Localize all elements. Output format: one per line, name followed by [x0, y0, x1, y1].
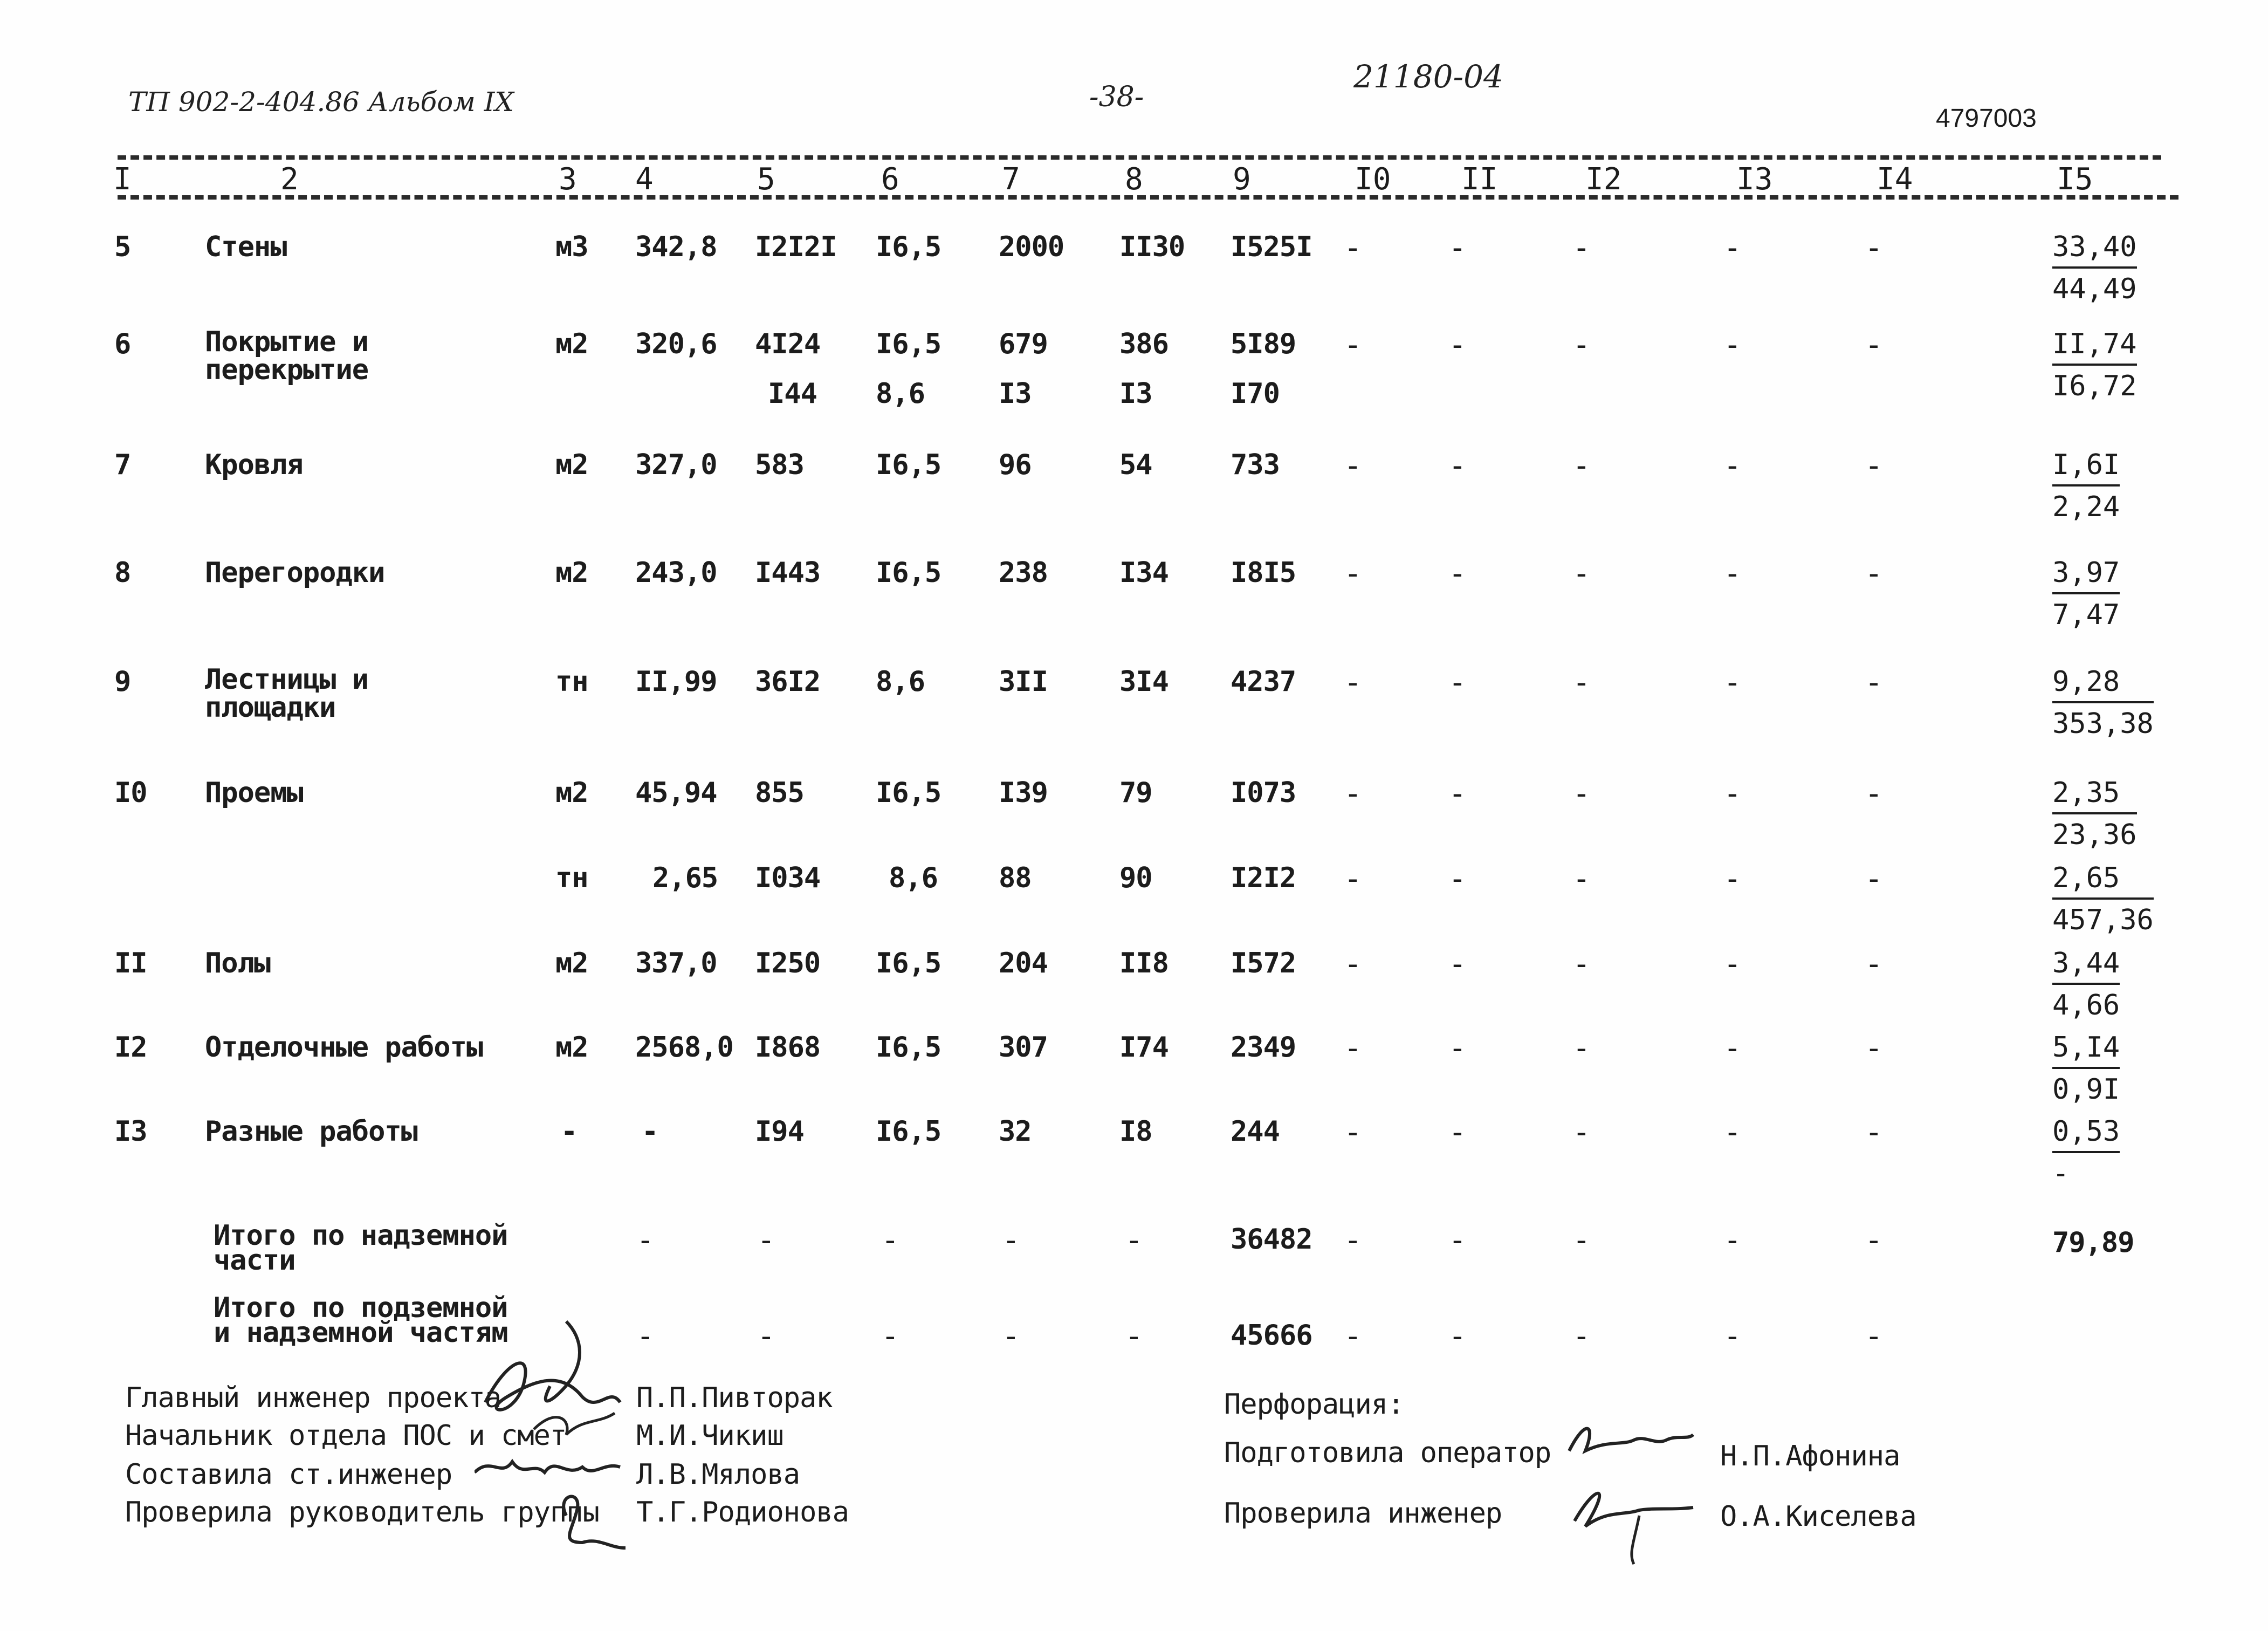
empty-cell-dash: -: [1865, 1223, 1883, 1258]
col-header-4: 4: [635, 162, 654, 197]
cell-quantity: 2568,0: [635, 1031, 733, 1064]
cell-col7: 204: [999, 947, 1048, 979]
total-label: [214, 1219, 508, 1277]
col-header-14: I4: [1877, 162, 1913, 197]
cell-col15-fraction: [2052, 557, 2120, 631]
empty-cell-dash: -: [1448, 230, 1467, 265]
cell-col8: I34: [1119, 557, 1169, 589]
handwritten-signatures-left: [475, 1316, 647, 1575]
cell-col9-sub: I70: [1231, 378, 1280, 410]
cell-col5: I443: [755, 557, 821, 589]
signatory-name: М.И.Чикиш: [636, 1420, 784, 1452]
empty-cell-dash: -: [1344, 1319, 1362, 1354]
empty-cell-dash: -: [1344, 776, 1362, 811]
col-header-12: I2: [1585, 162, 1622, 197]
col-header-8: 8: [1125, 162, 1143, 197]
empty-cell-dash: -: [1344, 230, 1362, 265]
empty-cell-dash: -: [1865, 947, 1883, 982]
empty-cell-dash: -: [1572, 556, 1591, 591]
unit: м2: [555, 777, 588, 809]
work-name: Кровля: [205, 449, 303, 481]
cell-col7: 88: [999, 862, 1032, 894]
signatory-role: Составила ст.инженер: [125, 1458, 452, 1491]
work-name: Отделочные работы: [205, 1031, 483, 1064]
empty-cell-dash: -: [1448, 448, 1467, 483]
cell-col7: 32: [999, 1115, 1032, 1148]
cell-col7: 3II: [999, 666, 1048, 698]
col-header-2: 2: [280, 162, 299, 197]
cell-col9: I8I5: [1231, 557, 1296, 589]
row-number: 8: [114, 557, 131, 589]
cell-col15-fraction: [2052, 862, 2154, 936]
fraction-denominator: 4,66: [2052, 989, 2120, 1022]
total-col15: 79,89: [2052, 1226, 2134, 1259]
work-name-line2: площадки: [205, 691, 336, 724]
prepared-name: Н.П.Афонина: [1720, 1440, 1900, 1472]
col-header-13: I3: [1736, 162, 1773, 197]
row-number: I2: [114, 1031, 147, 1064]
row-number: 9: [114, 666, 131, 698]
header-top-rule: [118, 155, 2161, 160]
empty-cell-dash: -: [1344, 1031, 1362, 1066]
empty-cell-dash: -: [1448, 665, 1467, 700]
total-label-line2: части: [214, 1244, 295, 1277]
header-bottom-rule: [118, 195, 2178, 200]
cell-col6-sub: 8,6: [876, 378, 925, 410]
fraction-numerator: 5,I4: [2052, 1031, 2120, 1069]
handwritten-signatures-right: [1553, 1413, 1704, 1570]
unit: м2: [555, 449, 588, 481]
cell-col7: 2000: [999, 231, 1064, 263]
empty-cell-dash: -: [1572, 1031, 1591, 1066]
empty-cell-dash: -: [636, 1319, 655, 1354]
cell-col8: 90: [1119, 862, 1152, 894]
fraction-numerator: 3,44: [2052, 947, 2120, 985]
cell-quantity: 243,0: [635, 557, 717, 589]
fraction-denominator: -: [2052, 1157, 2070, 1190]
signatory-role: Проверила руководитель группы: [125, 1496, 599, 1529]
cell-col5: I94: [755, 1115, 804, 1148]
cell-col15-fraction: [2052, 449, 2120, 523]
fraction-numerator: 0,53: [2052, 1115, 2120, 1153]
empty-cell-dash: -: [1002, 1223, 1020, 1258]
fraction-numerator: 33,40: [2052, 231, 2137, 269]
empty-cell-dash: -: [1448, 1115, 1467, 1150]
unit: м2: [555, 1031, 588, 1064]
fraction-numerator: I,6I: [2052, 449, 2120, 486]
cell-col6: I6,5: [876, 449, 941, 481]
cell-col6: I6,5: [876, 947, 941, 979]
cell-col15-fraction: [2052, 231, 2137, 305]
empty-cell-dash: -: [1572, 861, 1591, 896]
perforation-title: Перфорация:: [1224, 1388, 1404, 1421]
cell-col6: I6,5: [876, 1115, 941, 1148]
col-header-15: I5: [2057, 162, 2093, 197]
unit: м3: [555, 231, 588, 263]
empty-cell-dash: -: [1448, 776, 1467, 811]
cell-quantity: 342,8: [635, 231, 717, 263]
cell-col9: I525I: [1231, 231, 1312, 263]
cell-col9: 2349: [1231, 1031, 1296, 1064]
empty-cell-dash: -: [1723, 947, 1742, 982]
work-name: Разные работы: [205, 1115, 417, 1148]
empty-cell-dash: -: [1723, 1319, 1742, 1354]
signatory-name: Т.Г.Родионова: [636, 1496, 849, 1529]
row-number: 7: [114, 449, 131, 481]
signatory-name: П.П.Пивторак: [636, 1382, 833, 1414]
unit: м2: [555, 328, 588, 360]
cell-col5: I2I2I: [755, 231, 837, 263]
empty-cell-dash: -: [1572, 947, 1591, 982]
total-label-line2: и надземной частям: [214, 1317, 508, 1349]
fraction-denominator: 44,49: [2052, 273, 2137, 305]
empty-cell-dash: -: [881, 1319, 899, 1354]
empty-cell-dash: -: [1572, 327, 1591, 362]
empty-cell-dash: -: [1344, 448, 1362, 483]
empty-cell-dash: -: [1448, 1031, 1467, 1066]
col-header-10: I0: [1355, 162, 1391, 197]
empty-cell-dash: -: [1448, 1319, 1467, 1354]
archive-number: 4797003: [1936, 104, 2037, 133]
signatory-role: Начальник отдела ПОС и смет: [125, 1420, 567, 1452]
empty-cell-dash: -: [1448, 861, 1467, 896]
cell-col9: I073: [1231, 777, 1296, 809]
work-name: Стены: [205, 231, 287, 263]
cell-col7: I39: [999, 777, 1048, 809]
cell-col8: I8: [1119, 1115, 1152, 1148]
empty-cell-dash: -: [1002, 1319, 1020, 1354]
cell-col6: I6,5: [876, 557, 941, 589]
work-name-line1: Лестницы и: [205, 663, 369, 696]
empty-cell-dash: -: [1865, 230, 1883, 265]
cell-quantity: II,99: [635, 666, 717, 698]
cell-col9: 244: [1231, 1115, 1280, 1148]
signatory-name: Л.В.Мялова: [636, 1458, 800, 1491]
empty-cell-dash: -: [1344, 861, 1362, 896]
cell-quantity: 45,94: [635, 777, 717, 809]
work-name: [205, 328, 368, 384]
cell-col9: 4237: [1231, 666, 1296, 698]
unit: тн: [555, 862, 588, 894]
empty-cell-dash: -: [1723, 1031, 1742, 1066]
row-number: 5: [114, 231, 131, 263]
cell-col6: I6,5: [876, 328, 941, 360]
cell-col15-fraction: [2052, 777, 2137, 851]
cell-col9: I572: [1231, 947, 1296, 979]
empty-cell-dash: -: [1723, 1115, 1742, 1150]
total-col9: 36482: [1231, 1223, 1312, 1256]
cell-col8-sub: I3: [1119, 378, 1152, 410]
empty-cell-dash: -: [1723, 230, 1742, 265]
col-header-1: I: [113, 162, 132, 197]
empty-cell-dash: -: [1865, 1031, 1883, 1066]
page-number: -38-: [1089, 81, 1144, 113]
empty-cell-dash: -: [1723, 556, 1742, 591]
cell-col6: I6,5: [876, 231, 941, 263]
cell-col15-fraction: [2052, 1031, 2120, 1106]
empty-cell-dash: -: [1865, 327, 1883, 362]
empty-cell-dash: -: [1448, 327, 1467, 362]
cell-quantity: 320,6: [635, 328, 717, 360]
col-header-11: II: [1461, 162, 1498, 197]
unit: -: [561, 1115, 578, 1148]
cell-col8: 386: [1119, 328, 1169, 360]
empty-cell-dash: -: [1865, 1115, 1883, 1150]
cell-col5: I034: [755, 862, 821, 894]
fraction-denominator: I6,72: [2052, 370, 2137, 402]
empty-cell-dash: -: [757, 1319, 775, 1354]
empty-cell-dash: -: [1125, 1223, 1143, 1258]
checked-name: О.А.Киселева: [1720, 1500, 1916, 1533]
fraction-denominator: 23,36: [2052, 819, 2137, 851]
cell-col5: I868: [755, 1031, 821, 1064]
col-header-3: 3: [559, 162, 577, 197]
fraction-numerator: II,74: [2052, 328, 2137, 366]
work-name: [205, 663, 369, 724]
total-label-line1: Итого по подземной: [214, 1292, 508, 1324]
signatory-role: Главный инженер проекта: [125, 1382, 501, 1414]
work-name: Полы: [205, 947, 271, 979]
fraction-denominator: 0,9I: [2052, 1073, 2120, 1106]
work-name-line1: Покрытие и: [205, 326, 369, 358]
empty-cell-dash: -: [1865, 448, 1883, 483]
empty-cell-dash: -: [1572, 1115, 1591, 1150]
empty-cell-dash: -: [1344, 327, 1362, 362]
cell-col7-sub: I3: [999, 378, 1032, 410]
empty-cell-dash: -: [1865, 1319, 1883, 1354]
empty-cell-dash: -: [1344, 947, 1362, 982]
cell-col7: 96: [999, 449, 1032, 481]
fraction-denominator: 7,47: [2052, 599, 2120, 631]
album-reference: ТП 902-2-404.86 Альбом IX: [128, 86, 514, 118]
empty-cell-dash: -: [1723, 665, 1742, 700]
empty-cell-dash: -: [1865, 776, 1883, 811]
total-label: [214, 1292, 508, 1349]
row-number: II: [114, 947, 147, 979]
cell-col6: 8,6: [876, 666, 925, 698]
empty-cell-dash: -: [757, 1223, 775, 1258]
cell-col15-fraction: [2052, 1115, 2120, 1190]
empty-cell-dash: -: [1865, 665, 1883, 700]
empty-cell-dash: -: [1344, 556, 1362, 591]
cell-col7: 307: [999, 1031, 1048, 1064]
total-col9: 45666: [1231, 1319, 1312, 1352]
empty-cell-dash: -: [1572, 448, 1591, 483]
fraction-denominator: 457,36: [2052, 904, 2154, 936]
col-header-6: 6: [881, 162, 899, 197]
empty-cell-dash: -: [1723, 327, 1742, 362]
checked-role: Проверила инженер: [1224, 1497, 1502, 1530]
cell-col9: I2I2: [1231, 862, 1296, 894]
fraction-numerator: 9,28: [2052, 666, 2154, 703]
col-header-5: 5: [757, 162, 775, 197]
cell-col8: 54: [1119, 449, 1152, 481]
cell-col8: II30: [1119, 231, 1185, 263]
empty-cell-dash: -: [1723, 861, 1742, 896]
unit: тн: [555, 666, 588, 698]
cell-col15-fraction: [2052, 328, 2137, 402]
empty-cell-dash: -: [1865, 556, 1883, 591]
work-name: Перегородки: [205, 557, 385, 589]
cell-col6: 8,6: [889, 862, 938, 894]
fraction-numerator: 2,65: [2052, 862, 2154, 900]
empty-cell-dash: -: [1344, 1115, 1362, 1150]
row-number: I3: [114, 1115, 147, 1148]
work-name-line2: перекрытие: [205, 354, 369, 386]
cell-col15-fraction: [2052, 947, 2120, 1022]
empty-cell-dash: -: [1723, 776, 1742, 811]
empty-cell-dash: -: [1572, 230, 1591, 265]
row-number: 6: [114, 328, 131, 360]
empty-cell-dash: -: [1572, 665, 1591, 700]
cell-col5: 583: [755, 449, 804, 481]
empty-cell-dash: -: [1125, 1319, 1143, 1354]
empty-cell-dash: -: [1572, 776, 1591, 811]
cell-col9: 5I89: [1231, 328, 1296, 360]
cell-col8: 79: [1119, 777, 1152, 809]
empty-cell-dash: -: [1344, 1223, 1362, 1258]
cell-col8: 3I4: [1119, 666, 1169, 698]
fraction-denominator: 353,38: [2052, 708, 2154, 740]
total-label-line1: Итого по надземной: [214, 1219, 508, 1252]
cell-col7: 679: [999, 328, 1048, 360]
empty-cell-dash: -: [1723, 448, 1742, 483]
col-header-7: 7: [1002, 162, 1020, 197]
unit: м2: [555, 557, 588, 589]
cell-quantity: 327,0: [635, 449, 717, 481]
fraction-numerator: 3,97: [2052, 557, 2120, 594]
empty-cell-dash: -: [636, 1223, 655, 1258]
cell-col8: I74: [1119, 1031, 1169, 1064]
cell-col5: 855: [755, 777, 804, 809]
cell-col8: II8: [1119, 947, 1169, 979]
empty-cell-dash: -: [881, 1223, 899, 1258]
empty-cell-dash: -: [1723, 1223, 1742, 1258]
document-code: 21180-04: [1353, 58, 1503, 95]
empty-cell-dash: -: [1572, 1223, 1591, 1258]
empty-cell-dash: -: [1448, 947, 1467, 982]
cell-quantity: 337,0: [635, 947, 717, 979]
cell-col5: 36I2: [755, 666, 821, 698]
row-number: I0: [114, 777, 147, 809]
work-name: Проемы: [205, 777, 303, 809]
fraction-numerator: 2,35: [2052, 777, 2137, 814]
empty-cell-dash: -: [1344, 665, 1362, 700]
empty-cell-dash: -: [1865, 861, 1883, 896]
empty-cell-dash: -: [1572, 1319, 1591, 1354]
prepared-role: Подготовила оператор: [1224, 1437, 1551, 1469]
cell-quantity: -: [642, 1115, 658, 1148]
unit: м2: [555, 947, 588, 979]
cell-col5: I250: [755, 947, 821, 979]
cell-quantity: 2,65: [652, 862, 718, 894]
cell-col6: I6,5: [876, 1031, 941, 1064]
fraction-denominator: 2,24: [2052, 491, 2120, 523]
cell-col15-fraction: [2052, 666, 2154, 740]
col-header-9: 9: [1233, 162, 1251, 197]
cell-col5-sub: I44: [768, 378, 817, 410]
empty-cell-dash: -: [1448, 556, 1467, 591]
cell-col6: I6,5: [876, 777, 941, 809]
cell-col7: 238: [999, 557, 1048, 589]
empty-cell-dash: -: [1448, 1223, 1467, 1258]
cell-col9: 733: [1231, 449, 1280, 481]
cell-col5: 4I24: [755, 328, 821, 360]
